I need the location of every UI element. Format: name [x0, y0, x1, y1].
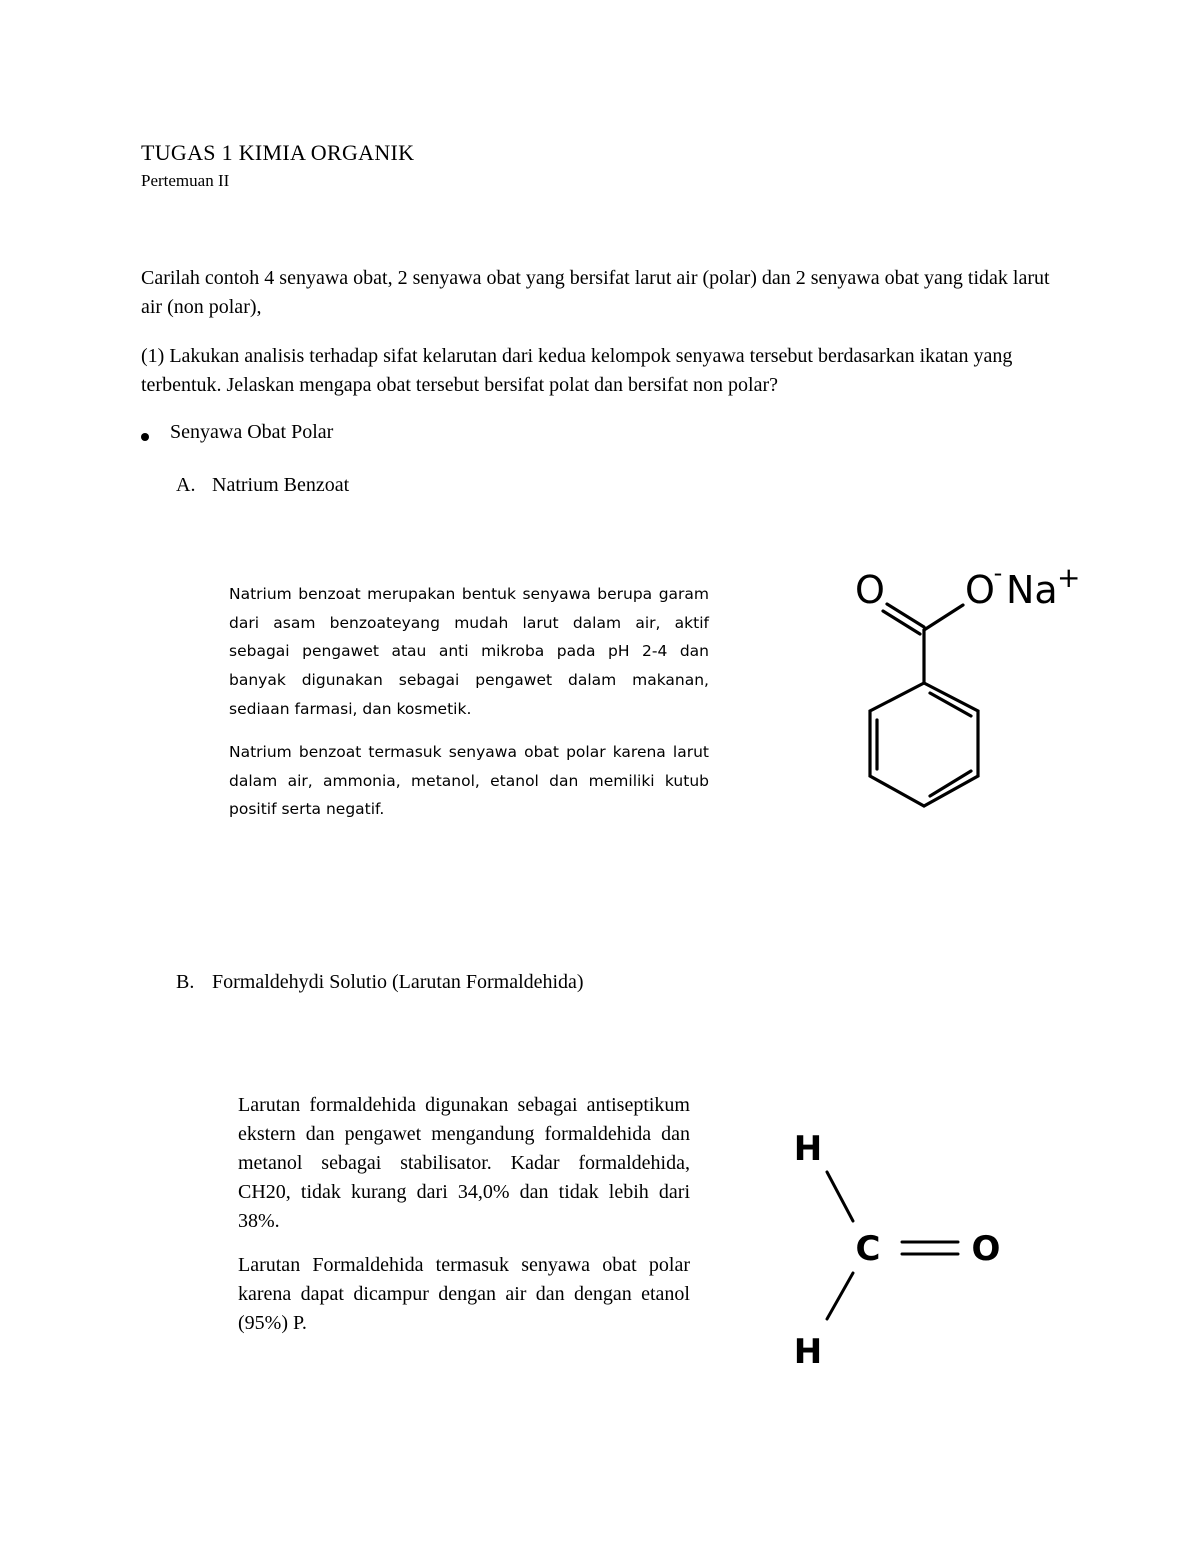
document-title: TUGAS 1 KIMIA ORGANIK: [141, 140, 415, 165]
section-a-description: Natrium benzoat merupakan bentuk senyawa berupa garam dari asam benzoateyang mudah larut dalam air, aktif sebagai pengawet atau anti mikroba pada pH 2-4 dan banyak digunakan sebagai pengawet dalam makanan, sediaan farmasi, dan kosmetik.: [229, 585, 709, 718]
benzoate-negative-charge: -: [993, 559, 1003, 587]
oxygen-atom: O: [971, 1229, 1001, 1269]
section-a-heading: [176, 474, 349, 497]
section-b-description: Larutan formaldehida digunakan sebagai antiseptikum ekstern dan pengawet mengandung formaldehida dan metanol sebagai stabilisator. Kadar formaldehida, CH20, tidak kurang dari 34,0% dan tidak lebih dari 38%.: [238, 1094, 690, 1232]
benzoate-oxygen-single: O: [965, 568, 995, 612]
section-a-title: Natrium Benzoat: [212, 474, 350, 496]
section-b-heading: [176, 971, 584, 994]
formaldehyde-structure: [780, 1115, 1020, 1375]
sodium-atom: Na: [1006, 568, 1058, 612]
carbon-atom: C: [855, 1229, 881, 1269]
section-a-polarity-note: Natrium benzoat termasuk senyawa obat polar karena larut dalam air, ammonia, metanol, etanol dan memiliki kutub positif serta negatif.: [229, 743, 709, 819]
formaldehyde-bonds: [827, 1172, 958, 1319]
benzoate-oxygen-double: O: [855, 568, 885, 612]
benzoate-bonds: [870, 604, 978, 806]
section-b-marker: B.: [176, 971, 195, 993]
sodium-positive-charge: +: [1057, 561, 1080, 594]
section-b-title: Formaldehydi Solutio (Larutan Formaldehida): [212, 971, 584, 993]
intro-paragraph: Carilah contoh 4 senyawa obat, 2 senyawa obat yang bersifat larut air (polar) dan 2 senyawa obat yang tidak larut air (non polar),: [141, 267, 1050, 318]
question-paragraph: (1) Lakukan analisis terhadap sifat kelarutan dari kedua kelompok senyawa tersebut berdasarkan ikatan yang terbentuk. Jelaskan mengapa obat tersebut bersifat polat dan bersifat non polar?: [141, 345, 1013, 396]
sodium-benzoate-structure: [840, 548, 1080, 818]
hydrogen-atom-top: H: [793, 1129, 823, 1169]
document-subtitle: Pertemuan II: [141, 171, 230, 190]
bullet-label: Senyawa Obat Polar: [170, 421, 334, 443]
section-a-marker: A.: [176, 474, 196, 496]
section-b-polarity-note: Larutan Formaldehida termasuk senyawa obat polar karena dapat dicampur dengan air dan dengan etanol (95%) P.: [238, 1254, 690, 1334]
bullet-icon: [141, 433, 149, 441]
hydrogen-atom-bottom: H: [793, 1332, 823, 1372]
